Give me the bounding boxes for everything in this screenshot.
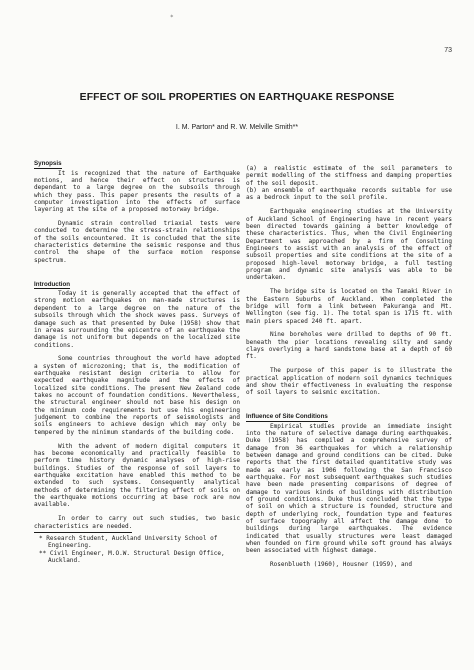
requirement-a: (a) a realistic estimate of the soil parameters to permit modelling of the stiffness and damping properties of the soil deposit.: [246, 165, 452, 187]
paper-title: EFFECT OF SOIL PROPERTIES ON EARTHQUAKE RESPONSE: [79, 92, 395, 103]
synopsis-paragraph-1: It is recognized that the nature of Earthquake motions, and hence their effect on structures is dependant to a large degree on the subsoils through which they pass. This paper presents the results of a computer investigation into the effects of surface layering at the site of a proposed motorway bridge.: [34, 169, 240, 214]
body-paragraph-bridge-site: The bridge site is located on the Tamaki River in the Eastern Suburbs of Auckland. When completed the bridge will form a link between Pakuranga and Mt. Wellington (see fig. 1). The total span is 1715 ft. with main piers spaced 240 ft. apart.: [246, 288, 452, 325]
influence-heading: Influence of Site Conditions: [246, 413, 328, 421]
page-number: 73: [444, 47, 452, 54]
body-paragraph-boreholes: Nine boreholes were drilled to depths of 90 ft. beneath the pier locations revealing silty and sandy clays overlying a hard sandstone base at a depth of 60 ft.: [246, 331, 452, 361]
authors-line: I. M. Parton* and R. W. Melville Smith**: [175, 124, 299, 131]
intro-paragraph-4: In order to carry out such studies, two basic characteristics are needed.: [34, 515, 240, 530]
scan-mark: *: [170, 14, 174, 21]
footnotes: [34, 535, 240, 564]
body-paragraph-purpose: The purpose of this paper is to illustrate the practical application of modern soil dynamics techniques and show their effectiveness in evaluating the response of soil layers to seismic excitation.: [246, 367, 452, 397]
body-paragraph-empirical: Empirical studies provide an immediate insight into the nature of selective damage during earthquakes. Duke (1958) has compiled a comprehensive survey of damage from 36 earthquakes for which a relationship between damage and ground conditions can be cited. Duke reports that the first detailed quantitative study was made as early as 1906 following the San Francisco earthquake. For most subsequent earthquakes such studies have been made presenting comparisons of degree of damage to various kinds of buildings with distribution of ground conditions. Duke thus concluded that the type of soil on which a structure is founded, structure and depth of underlying rock, foundation type and features of surface topography all affect the damage done to buildings during large earthquakes. The evidence indicated that usually structures were least damaged when founded on firm ground while soft ground has always been associated with highest damage.: [246, 422, 452, 555]
body-paragraph-auckland: Earthquake engineering studies at the University of Auckland School of Engineering have in recent years been directed towards gaining a better knowledge of these characteristics. Thus, when the Civil Engineering Department was approached by a firm of Consulting Engineers to assist with an analysis of the effect of subsoil properties and site conditions at the site of a proposed high-level motorway bridge, a full testing program and dynamic site analysis was able to be undertaken.: [246, 208, 452, 282]
footnote-rule: [34, 532, 132, 533]
footnote-research-student: * Research Student, Auckland University School of Engineering.: [39, 534, 218, 550]
right-column: [246, 165, 452, 575]
footnote-civil-engineer: ** Civil Engineer, M.O.W. Structural Design Office, Auckland.: [39, 549, 225, 564]
intro-paragraph-3: With the advent of modern digital computers it has become economically and practically feasible to perform time history dynamic analyses of high-rise buildings. Studies of the response of soil layers to earthquake excitation have enabled this method to be extended to such systems. Consequently analytical methods of determining the filtering effect of soils on the earthquake motions occurring at base rock are now available.: [34, 442, 240, 509]
body-paragraph-rosenblueth: Rosenblueth (1960), Housner (1959), and: [270, 561, 412, 569]
introduction-heading: Introduction: [34, 280, 71, 288]
synopsis-paragraph-2: Dynamic strain controlled triaxial tests were conducted to determine the stress-strain relationships of the soils encountered. It is concluded that the site characteristics determine the seismic response and thus control the shape of the surface motion response spectrum.: [34, 220, 240, 264]
requirement-b: (b) an ensemble of earthquake records suitable for use as a bedrock input to the soil profile.: [246, 187, 452, 202]
intro-paragraph-1: Today it is generally accepted that the effect of strong motion earthquakes on man-made structures is dependent to a large degree on the nature of the subsoils through which the shock waves pass. Surveys of damage such as that presented by Duke (1958) show that in areas surrounding the epicentre of an earthquake the damage is not uniform but depends on the localized site conditions.: [34, 290, 240, 349]
left-column: [34, 150, 240, 564]
synopsis-heading: Synopsis: [34, 160, 62, 167]
intro-paragraph-2: Some countries throughout the world have adopted a system of microzoning; that is, the modification of earthquake resistant design criteria to allow for expected earthquake magnitude and the effects of localized site conditions. The present New Zealand code takes no account of foundation conditions. Nevertheless, the structural engineer should not base his design on the minimum code requirements but use his engineering judgement to combine the reports of seismologists and soils engineers to achieve design which may only be tempered by the minimum standards of the building code.: [34, 355, 240, 436]
